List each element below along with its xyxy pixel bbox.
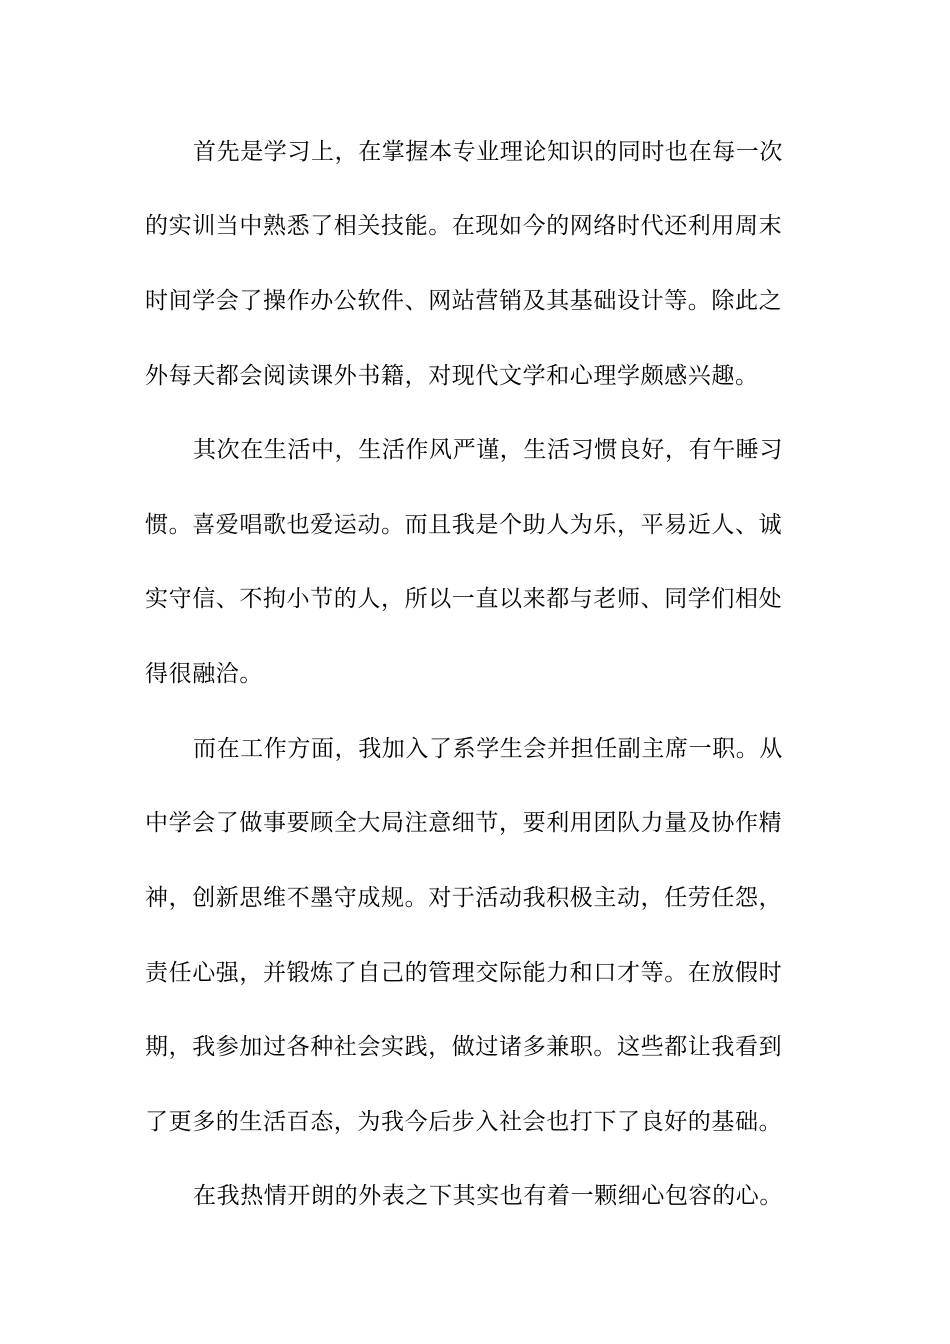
paragraph-2-line-2: 惯。喜爱唱歌也爱运动。而且我是个助人为乐，平易近人、诚 — [145, 512, 783, 538]
paragraph-1-line-2: 的实训当中熟悉了相关技能。在现如今的网络时代还利用周末 — [145, 213, 783, 239]
paragraph-3-line-4: 责任心强，并锻炼了自己的管理交际能力和口才等。在放假时 — [145, 960, 783, 986]
paragraph-2-line-4: 得很融洽。 — [145, 661, 263, 687]
paragraph-3-line-5: 期，我参加过各种社会实践，做过诸多兼职。这些都让我看到 — [145, 1034, 783, 1060]
paragraph-3-line-2: 中学会了做事要顾全大局注意细节，要利用团队力量及协作精 — [145, 810, 783, 836]
paragraph-4-line-1: 在我热情开朗的外表之下其实也有着一颗细心包容的心。 — [193, 1183, 783, 1209]
paragraph-2-line-1: 其次在生活中，生活作风严谨，生活习惯良好，有午睡习 — [193, 437, 783, 463]
paragraph-3-line-3: 神，创新思维不墨守成规。对于活动我积极主动，任劳任怨， — [145, 885, 783, 911]
paragraph-3-line-6: 了更多的生活百态，为我今后步入社会也打下了良好的基础。 — [145, 1109, 783, 1135]
paragraph-1-line-3: 时间学会了操作办公软件、网站营销及其基础设计等。除此之 — [145, 288, 783, 314]
paragraph-3-line-1: 而在工作方面，我加入了系学生会并担任副主席一职。从 — [193, 736, 783, 762]
paragraph-1-line-4: 外每天都会阅读课外书籍，对现代文学和心理学颇感兴趣。 — [145, 363, 759, 389]
paragraph-2-line-3: 实守信、不拘小节的人，所以一直以来都与老师、同学们相处 — [145, 586, 783, 612]
paragraph-1-line-1: 首先是学习上，在掌握本专业理论知识的同时也在每一次 — [193, 139, 783, 165]
